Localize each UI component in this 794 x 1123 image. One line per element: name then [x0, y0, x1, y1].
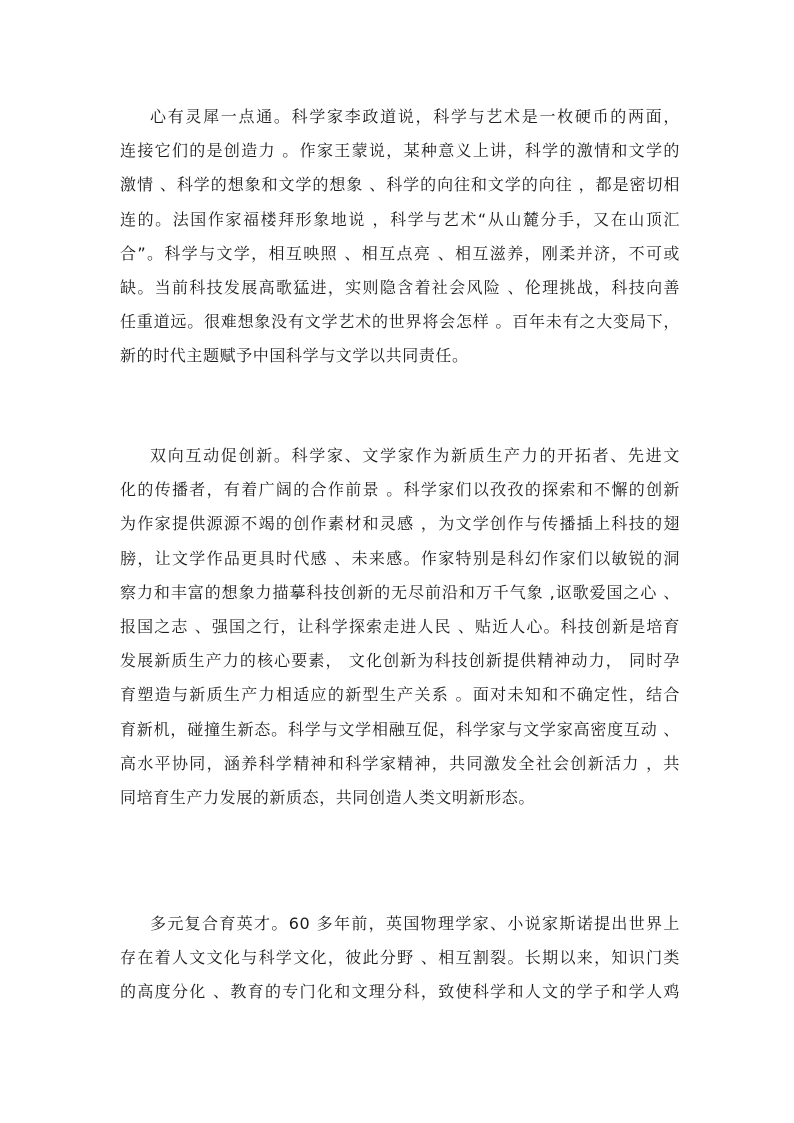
text-line: 育新机，碰撞生新态。科学与文学相融互促，科学家与文学家高密度互动 、: [120, 719, 680, 739]
text-line: 为作家提供源源不竭的创作素材和灵感 ，为文学创作与传播插上科技的翅: [120, 514, 680, 534]
text-line: 报国之志 、强国之行，让科学探索走进人民 、贴近人心。科技创新是培育: [120, 616, 680, 636]
paragraph-innovation: [120, 439, 680, 815]
text-line: 膀，让文学作品更具时代感 、未来感。作家特别是科幻作家们以敏锐的洞: [120, 548, 680, 568]
text-line: 连的。法国作家福楼拜形象地说 ，科学与艺术“从山麓分手，又在山顶汇: [120, 209, 680, 229]
text-line: 多元复合育英才。60 多年前，英国物理学家、小说家斯诺提出世界上: [150, 914, 680, 933]
text-line: 存在着人文文化与科学文化，彼此分野 、相互割裂。长期以来，知识门类: [120, 948, 680, 968]
paragraph-talent: [120, 907, 680, 1010]
text-line: 新的时代主题赋予中国科学与文学以共同责任。: [120, 346, 469, 366]
text-line: 的高度分化 、教育的专门化和文理分科，致使科学和人文的学子和学人鸡: [120, 982, 680, 1002]
text-line: 连接它们的是创造力 。作家王蒙说，某种意义上讲，科学的激情和文学的: [120, 141, 680, 161]
text-line: 育塑造与新质生产力相适应的新型生产关系 。面对未知和不确定性，结合: [120, 685, 680, 705]
text-line: 合”。科学与文学，相互映照 、相互点亮 、相互滋养，刚柔并济，不可或: [120, 243, 680, 263]
text-line: 任重道远。很难想象没有文学艺术的世界将会怎样 。百年未有之大变局下，: [120, 312, 680, 332]
text-line: 察力和丰富的想象力描摹科技创新的无尽前沿和万千气象 ,讴歌爱国之心 、: [120, 582, 680, 602]
text-line: 双向互动促创新。科学家、文学家作为新质生产力的开拓者、先进文: [150, 446, 680, 465]
text-line: 缺。当前科技发展高歌猛进，实则隐含着社会风险 、伦理挑战，科技向善: [120, 277, 680, 297]
text-line: 发展新质生产力的核心要素， 文化创新为科技创新提供精神动力， 同时孕: [120, 651, 680, 671]
text-line: 心有灵犀一点通。科学家李政道说，科学与艺术是一枚硬币的两面，: [150, 107, 680, 126]
text-line: 激情 、科学的想象和文学的想象 、科学的向往和文学的向往 ，都是密切相: [120, 175, 680, 195]
text-line: 高水平协同，涵养科学精神和科学家精神，共同激发全社会创新活力 ，共: [120, 753, 680, 773]
text-line: 化的传播者，有着广阔的合作前景 。科学家们以孜孜的探索和不懈的创新: [120, 480, 680, 500]
paragraph-science-art: [120, 100, 680, 374]
text-line: 同培育生产力发展的新质态，共同创造人类文明新形态。: [120, 787, 536, 807]
